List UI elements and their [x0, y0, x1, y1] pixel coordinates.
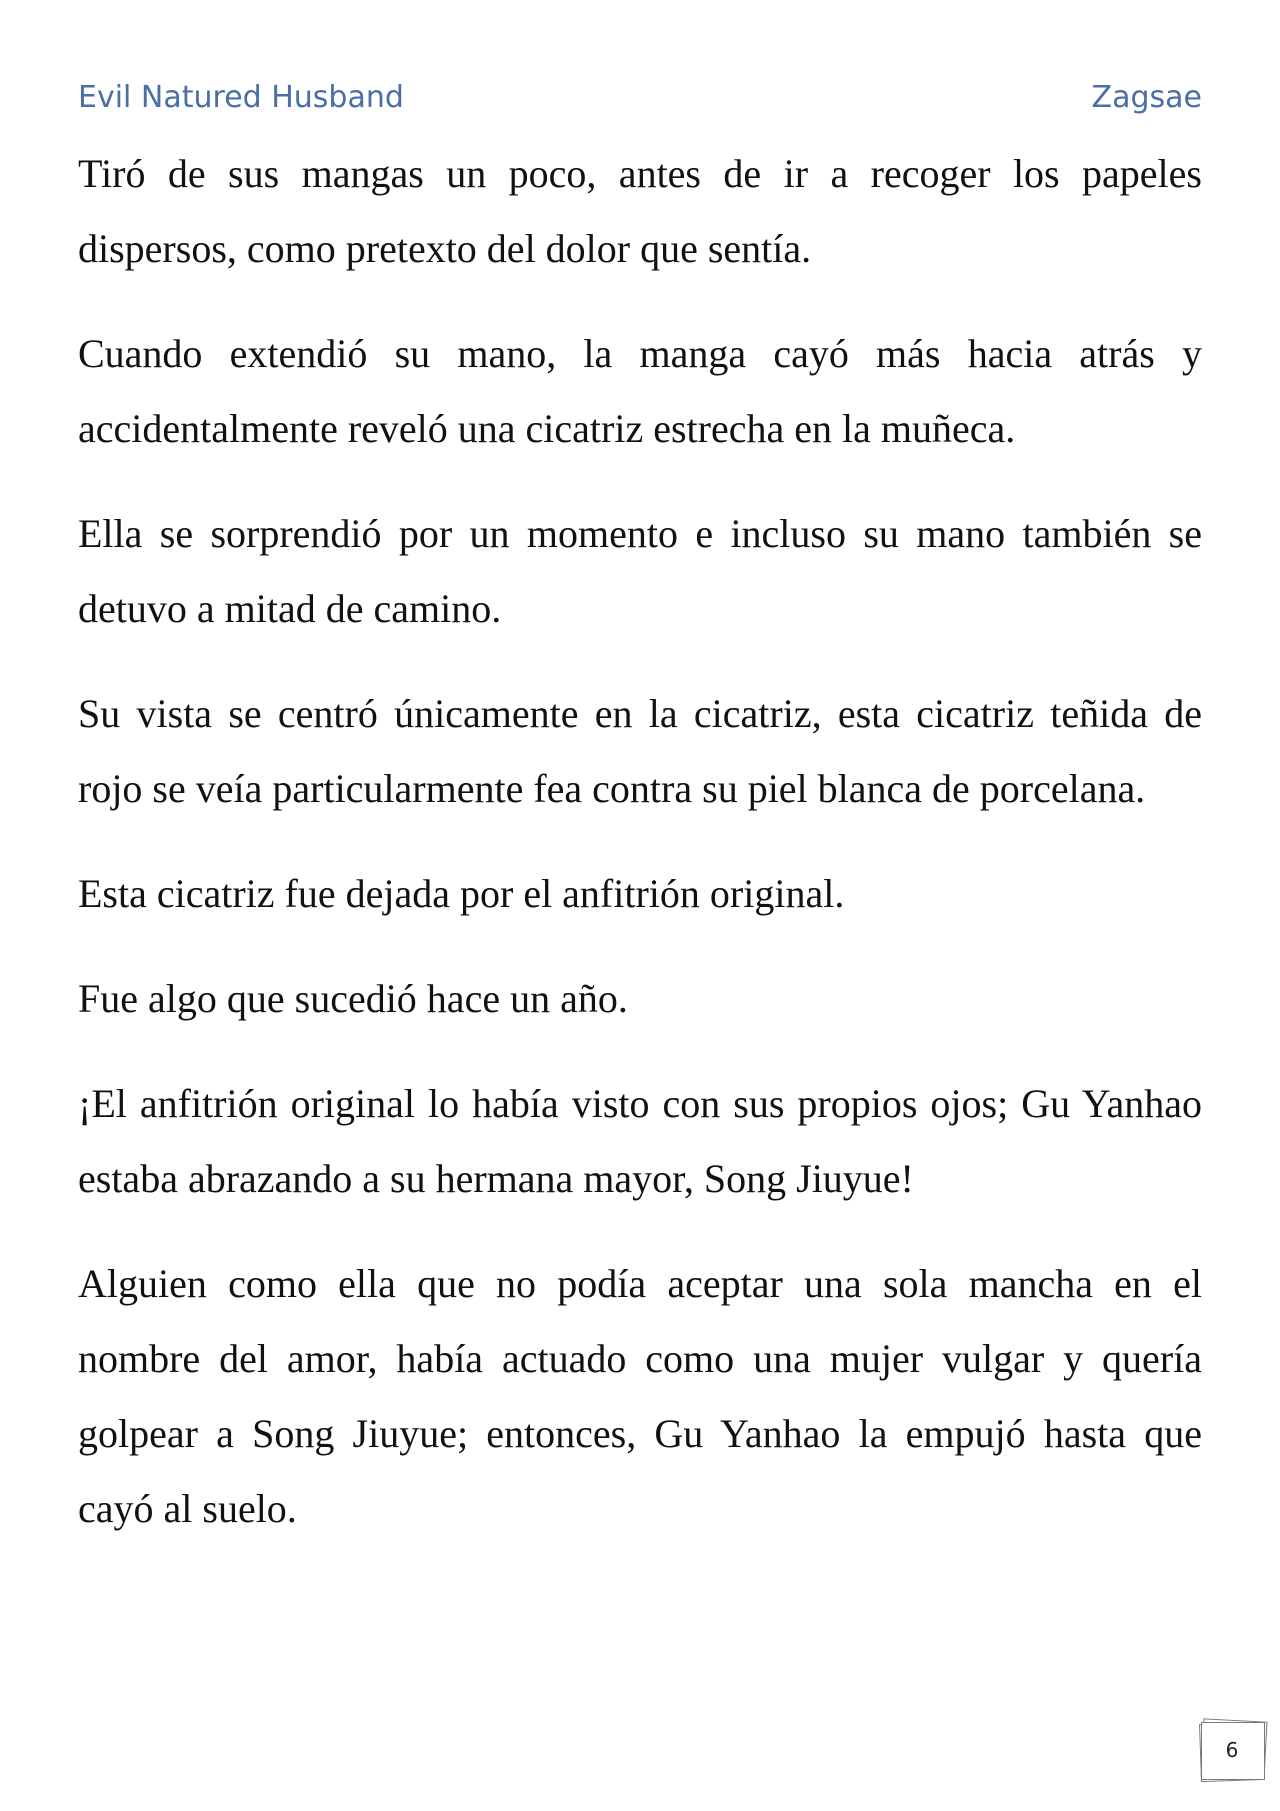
paragraph: Ella se sorprendió por un momento e incluso su mano también se detuvo a mitad de camino. — [78, 511, 1202, 631]
header-book-title: Evil Natured Husband — [78, 80, 404, 115]
paragraph: Esta cicatriz fue dejada por el anfitrión original. — [78, 871, 845, 916]
paragraph: Fue algo que sucedió hace un año. — [78, 976, 628, 1021]
paragraph: Alguien como ella que no podía aceptar una sola mancha en el nombre del amor, había actuado como una mujer vulgar y quería golpear a Song Jiuyue; entonces, Gu Yanhao la empujó hasta que cayó al suelo. — [78, 1261, 1202, 1531]
paragraph: Su vista se centró únicamente en la cicatriz, esta cicatriz teñida de rojo se veía particularmente fea contra su piel blanca de porcelana. — [78, 691, 1202, 811]
paragraph: Tiró de sus mangas un poco, antes de ir a recoger los papeles dispersos, como pretexto del dolor que sentía. — [78, 151, 1202, 271]
page-number-badge — [1198, 1720, 1270, 1782]
page-header — [78, 80, 1202, 120]
header-author: Zagsae — [1091, 80, 1202, 115]
page-number: 6 — [1225, 1738, 1239, 1762]
paragraph: Cuando extendió su mano, la manga cayó más hacia atrás y accidentalmente reveló una cicatriz estrecha en la muñeca. — [78, 331, 1202, 451]
paragraph: ¡El anfitrión original lo había visto con sus propios ojos; Gu Yanhao estaba abrazando a su hermana mayor, Song Jiuyue! — [78, 1081, 1202, 1201]
document-body — [78, 136, 1202, 1576]
